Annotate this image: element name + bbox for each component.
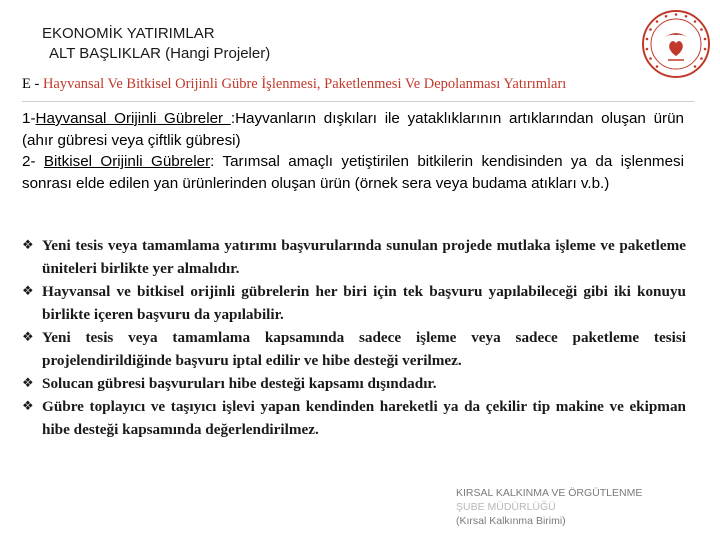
diamond-bullet-icon: ❖ xyxy=(22,330,34,345)
section-prefix: E - xyxy=(22,76,43,92)
diamond-bullet-icon: ❖ xyxy=(22,284,34,299)
list-item xyxy=(22,372,686,395)
list-item xyxy=(22,234,686,280)
list-item-text: Solucan gübresi başvuruları hibe desteği kapsamı dışındadır. xyxy=(42,375,437,392)
rules-list xyxy=(22,234,686,441)
definition-item xyxy=(22,108,684,151)
diamond-bullet-icon: ❖ xyxy=(22,238,34,253)
footer-line1: KIRSAL KALKINMA VE ÖRGÜTLENME xyxy=(456,487,643,499)
section-title xyxy=(22,76,712,93)
definition-number: 1- xyxy=(22,110,36,127)
list-item-text: Yeni tesis veya tamamlama kapsamında sadece işleme veya sadece paketleme tesisi projelendirildiğinde başvuru iptal edilir ve hibe desteği verilmez. xyxy=(42,329,686,369)
footer-organization xyxy=(456,486,642,528)
section-title-text: Hayvansal Ve Bitkisel Orijinli Gübre İşlenmesi, Paketlenmesi Ve Depolanması Yatırımları xyxy=(42,76,567,92)
section-divider xyxy=(22,101,694,102)
definition-term: Hayvansal Orijinli Gübreler xyxy=(35,110,231,127)
diamond-bullet-icon: ❖ xyxy=(22,399,34,414)
header-title-line1: EKONOMİK YATIRIMLAR xyxy=(42,25,215,42)
header-title-line2: ALT BAŞLIKLAR (Hangi Projeler) xyxy=(49,45,271,62)
list-item-text: Hayvansal ve bitkisel orijinli gübrelerin her biri için tek başvuru yapılabileceği gibi iki konuyu birlikte içeren başvuru da yapılabilir. xyxy=(42,283,686,323)
list-item-text: Yeni tesis veya tamamlama yatırımı başvurularında sunulan projede mutlaka işleme ve paketleme üniteleri birlikte yer almalıdır. xyxy=(42,237,686,277)
definition-separator: : xyxy=(210,153,223,171)
diamond-bullet-icon: ❖ xyxy=(22,376,34,391)
list-item xyxy=(22,395,686,441)
definition-number: 2- xyxy=(22,153,44,171)
ministry-seal-icon xyxy=(640,8,712,80)
definition-item xyxy=(22,151,684,194)
definition-separator: : xyxy=(230,110,236,127)
list-item xyxy=(22,280,686,326)
definition-term: Bitkisel Orijinli Gübreler xyxy=(43,153,211,171)
page-header xyxy=(42,24,270,64)
list-item xyxy=(22,326,686,372)
definition-description: Tarımsal amaçlı yetiştirilen bitkilerin kendisinden ya da işlenmesi sonrası elde edilen yan ürünlerinden oluşan ürün (örnek sera veya budama atıkları v.b.) xyxy=(22,153,684,192)
footer-line2: ŞUBE MÜDÜRLÜĞÜ xyxy=(456,501,556,513)
definition-description: Hayvanların dışkıları ile yataklıklarının artıklarından oluşan ürün (ahır gübresi veya çiftlik gübresi) xyxy=(22,110,684,149)
definitions-block xyxy=(22,108,684,194)
list-item-text: Gübre toplayıcı ve taşıyıcı işlevi yapan kendinden hareketli ya da çekilir tip makine ve ekipman hibe desteği kapsamında değerlendirilmez. xyxy=(42,398,686,438)
footer-line3: (Kırsal Kalkınma Birimi) xyxy=(456,515,566,527)
